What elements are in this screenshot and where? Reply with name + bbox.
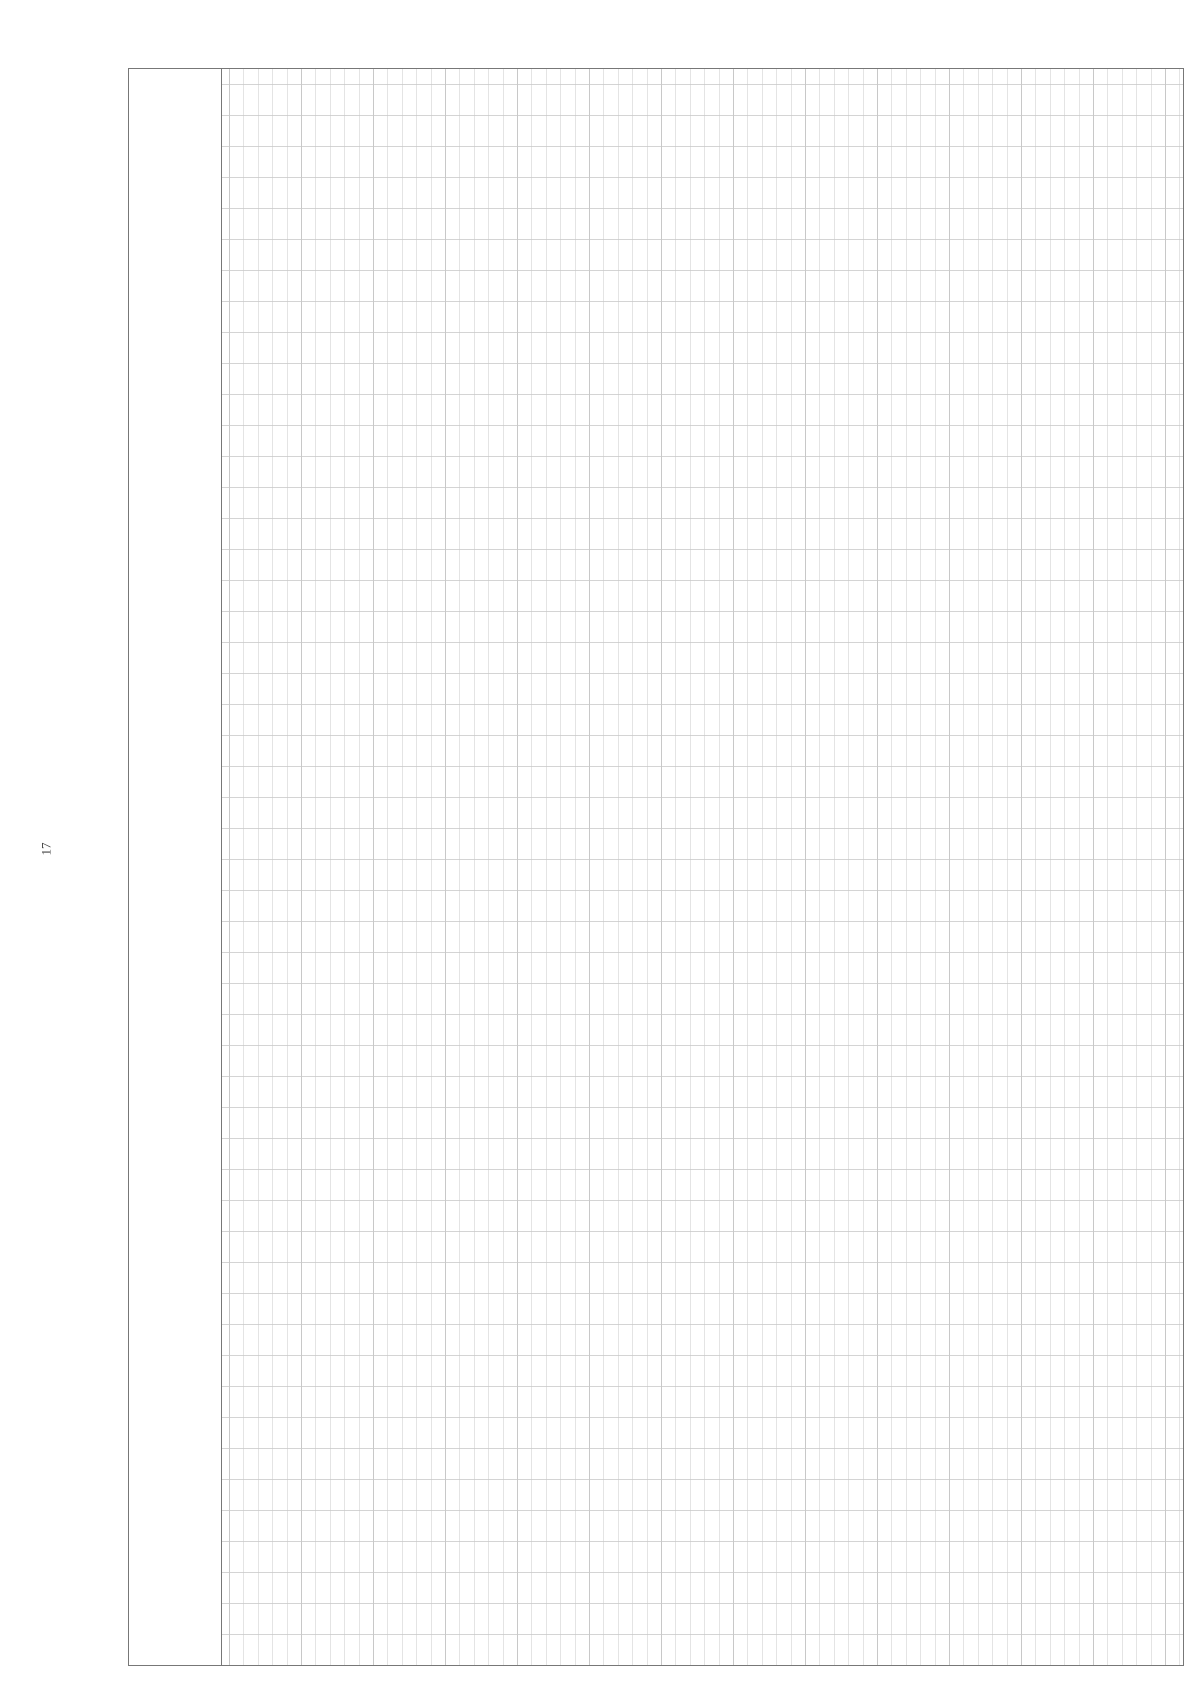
table-title [108,68,126,1666]
table-header [129,69,222,1665]
table-canvas [108,68,1184,1666]
table-grid [128,68,1184,1666]
rotated-table [108,68,1184,1666]
page-number: 17 [38,842,54,855]
